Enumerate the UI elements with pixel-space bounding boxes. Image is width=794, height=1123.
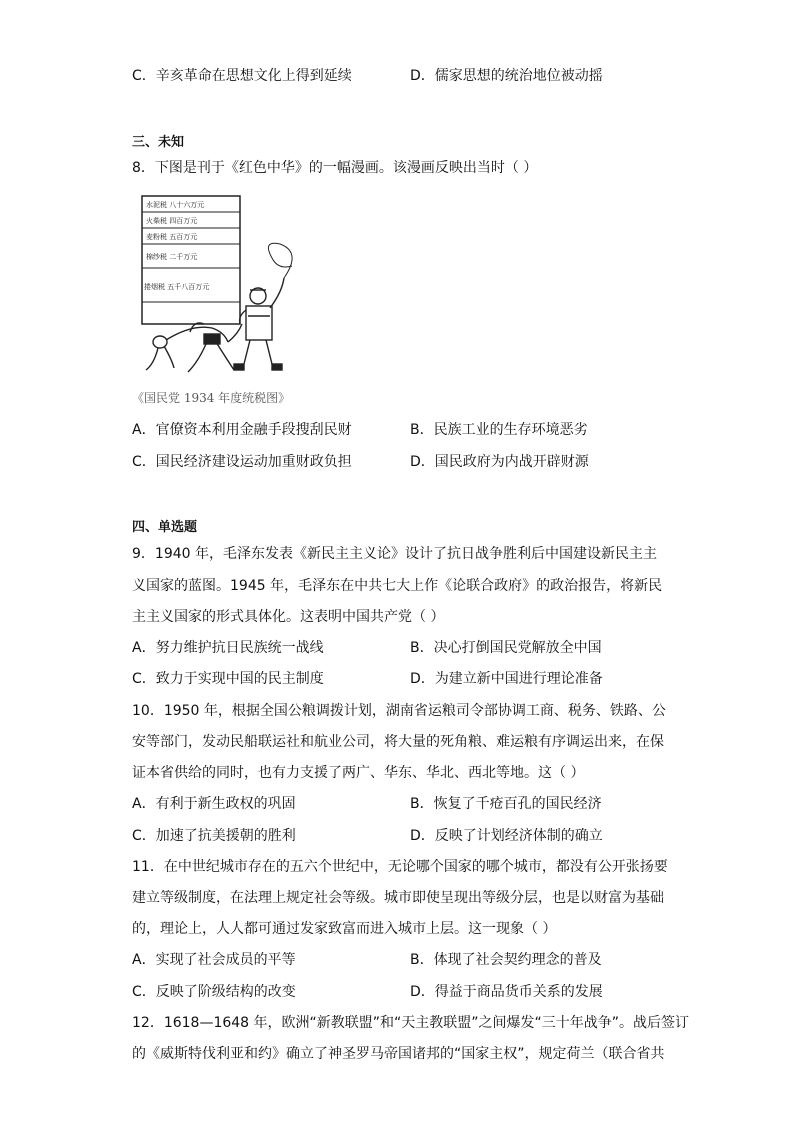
cartoon-caption: 《国民党 1934 年度统税图》 <box>132 391 291 405</box>
q11-option-b: B．体现了社会契约理念的普及 <box>410 952 602 968</box>
q9-stem-line-3: 主主义国家的形式具体化。这表明中国共产党（ ） <box>132 609 445 625</box>
q8-option-b: B．民族工业的生存环境恶劣 <box>410 422 588 438</box>
official-with-whip-figure <box>234 243 292 370</box>
q11-stem-line-2: 建立等级制度，在法理上规定社会等级。城市即使呈现出等级分层，也是以财富为基础 <box>132 890 664 906</box>
q11-stem-line-3: 的，理论上，人人都可通过发家致富而进入城市上层。这一现象（ ） <box>132 921 557 937</box>
section-title-unknown: 三、未知 <box>132 135 185 150</box>
q7-option-c: C．辛亥革命在思想文化上得到延续 <box>132 68 352 84</box>
q11-option-a: A．实现了社会成员的平等 <box>132 952 296 968</box>
ledger-row-2: 火柴税 四百万元 <box>146 217 198 225</box>
ledger-row-4: 棉纱税 二千万元 <box>146 253 198 261</box>
q9-stem-line-2: 义国家的蓝图。1945 年，毛泽东在中共七大上作《论联合政府》的政治报告，将新民 <box>132 578 663 594</box>
q9-option-c: C．致力于实现中国的民主制度 <box>132 671 324 687</box>
q10-stem-line-1: 10．1950 年，根据全国公粮调拨计划，湖南省运粮司令部协调工商、税务、铁路、公 <box>132 703 666 719</box>
q10-stem-line-2: 安等部门，发动民船联运社和航业公司，将大量的死角粮、难运粮有序调运出来，在保 <box>132 734 664 750</box>
q10-option-d: D．反映了计划经济体制的确立 <box>410 828 603 844</box>
q11-stem-line-1: 11．在中世纪城市存在的五六个世纪中，无论哪个国家的哪个城市，都没有公开张扬要 <box>132 859 668 875</box>
ledger-row-1: 水泥税 八十六万元 <box>146 201 205 209</box>
q8-option-a: A．官僚资本利用金融手段搜刮民财 <box>132 422 352 438</box>
q9-stem-line-1: 9．1940 年，毛泽东发表《新民主主义论》设计了抗日战争胜利后中国建设新民主主 <box>132 546 657 562</box>
ledger-row-3: 麦粉税 五百万元 <box>146 233 198 241</box>
q10-option-a: A．有利于新生政权的巩固 <box>132 796 296 812</box>
q12-stem-line-2: 的《威斯特伐利亚和约》确立了神圣罗马帝国诸邦的“国家主权”，规定荷兰（联合省共 <box>132 1046 665 1062</box>
q11-option-d: D．得益于商品货币关系的发展 <box>410 984 603 1000</box>
section-title-single-choice: 四、单选题 <box>132 520 198 535</box>
q10-option-b: B．恢复了千疮百孔的国民经济 <box>410 796 602 812</box>
q8-stem: 8．下图是刊于《红色中华》的一幅漫画。该漫画反映出当时（ ） <box>132 160 538 176</box>
q9-option-d: D．为建立新中国进行理论准备 <box>410 671 603 687</box>
q11-option-c: C．反映了阶级结构的改变 <box>132 984 296 1000</box>
q9-option-a: A．努力维护抗日民族统一战线 <box>132 640 324 656</box>
q7-option-d: D．儒家思想的统治地位被动摇 <box>410 68 603 84</box>
burdened-worker-figure <box>146 323 242 372</box>
q8-option-d: D．国民政府为内战开辟财源 <box>410 454 589 470</box>
q10-option-c: C．加速了抗美援朝的胜利 <box>132 828 296 844</box>
q8-option-c: C．国民经济建设运动加重财政负担 <box>132 454 352 470</box>
ledger-row-5: 捲烟税 五千八百万元 <box>144 283 210 291</box>
q12-stem-line-1: 12．1618—1648 年，欧洲“新教联盟”和“天主教联盟”之间爆发“三十年战争”。战后签订 <box>132 1015 690 1031</box>
q9-option-b: B．决心打倒国民党解放全中国 <box>410 640 602 656</box>
q10-stem-line-3: 证本省供给的同时，也有力支援了两广、华东、华北、西北等地。这（ ） <box>132 765 585 781</box>
tax-cartoon-image <box>132 192 302 388</box>
